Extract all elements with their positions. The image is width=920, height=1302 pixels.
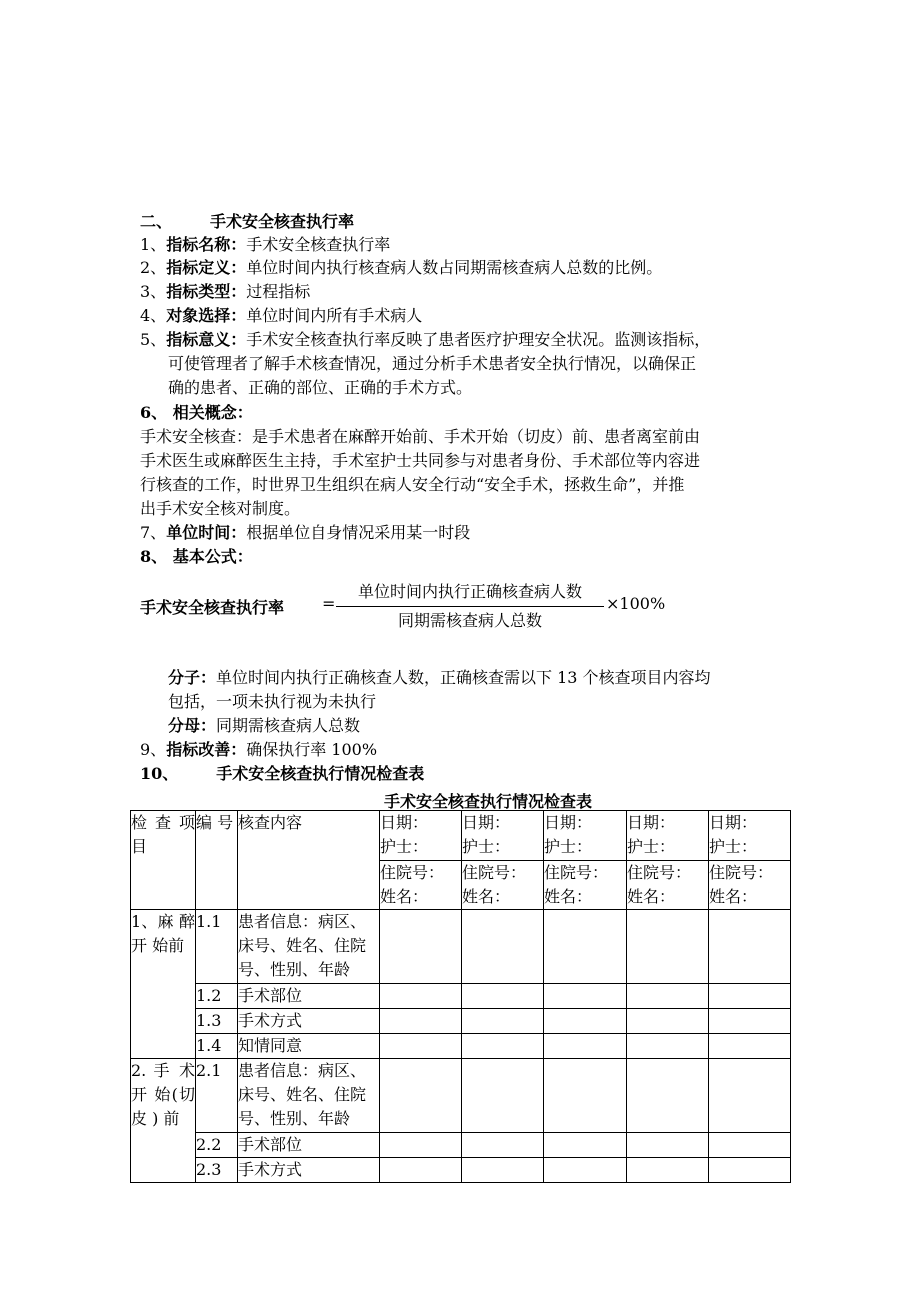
header-nurse: 护士： bbox=[709, 837, 758, 856]
check-cell[interactable] bbox=[627, 1158, 709, 1183]
check-cell[interactable] bbox=[544, 910, 627, 984]
header-item: 检 查 项目 bbox=[131, 811, 196, 910]
header-date-nurse-cell bbox=[544, 811, 627, 861]
item-4-label: 对象选择： bbox=[166, 306, 247, 325]
check-cell[interactable] bbox=[462, 1009, 544, 1034]
row-num: 1.1 bbox=[196, 910, 238, 984]
header-name: 姓名： bbox=[544, 887, 593, 906]
header-date: 日期： bbox=[627, 813, 676, 832]
header-nurse: 护士： bbox=[627, 837, 676, 856]
check-cell[interactable] bbox=[709, 984, 791, 1009]
check-cell[interactable] bbox=[544, 1133, 627, 1158]
header-nurse: 护士： bbox=[380, 837, 429, 856]
header-name: 姓名： bbox=[627, 887, 676, 906]
denominator-explanation bbox=[168, 714, 360, 737]
check-cell[interactable] bbox=[709, 1059, 791, 1133]
check-cell[interactable] bbox=[380, 1059, 462, 1133]
check-cell[interactable] bbox=[627, 1009, 709, 1034]
check-cell[interactable] bbox=[462, 1133, 544, 1158]
header-date-nurse-cell bbox=[462, 811, 544, 861]
item-3-label: 指标类型： bbox=[166, 282, 247, 301]
row-num: 2.3 bbox=[196, 1158, 238, 1183]
section-heading bbox=[140, 210, 354, 233]
formula-times: ×100% bbox=[606, 594, 666, 613]
table-title: 手术安全核查执行情况检查表 bbox=[384, 792, 593, 811]
row-content: 知情同意 bbox=[238, 1034, 380, 1059]
check-cell[interactable] bbox=[462, 1158, 544, 1183]
row-num: 1.4 bbox=[196, 1034, 238, 1059]
check-cell[interactable] bbox=[709, 1158, 791, 1183]
check-cell[interactable] bbox=[627, 984, 709, 1009]
check-table bbox=[130, 810, 791, 1183]
item-1-num: 1、 bbox=[140, 235, 167, 254]
header-nurse: 护士： bbox=[544, 837, 593, 856]
table-row bbox=[131, 1009, 791, 1034]
header-num: 编 号 bbox=[196, 811, 238, 910]
header-admission-name-cell bbox=[627, 861, 709, 910]
item-2 bbox=[140, 256, 662, 279]
item-5-line-1: 手术安全核查执行率反映了患者医疗护理安全状况。监测该指标， bbox=[246, 330, 711, 349]
numerator-explanation bbox=[168, 666, 711, 689]
check-cell[interactable] bbox=[544, 1158, 627, 1183]
item-10-title: 手术安全核查执行情况检查表 bbox=[216, 764, 425, 783]
header-admission-name-cell bbox=[462, 861, 544, 910]
check-cell[interactable] bbox=[462, 1059, 544, 1133]
check-cell[interactable] bbox=[709, 910, 791, 984]
header-date-nurse-cell bbox=[627, 811, 709, 861]
item-5-label: 指标意义： bbox=[166, 330, 247, 349]
header-name: 姓名： bbox=[709, 887, 758, 906]
header-name: 姓名： bbox=[380, 887, 429, 906]
check-cell[interactable] bbox=[380, 1009, 462, 1034]
item-2-text: 单位时间内执行核查病人数占同期需核查病人总数的比例。 bbox=[246, 258, 663, 277]
check-cell[interactable] bbox=[544, 1009, 627, 1034]
row-num: 1.2 bbox=[196, 984, 238, 1009]
item-3-num: 3、 bbox=[140, 282, 167, 301]
item-4-num: 4、 bbox=[140, 306, 167, 325]
item-1-label: 指标名称： bbox=[166, 235, 247, 254]
item-6-line-4: 出手术安全核对制度。 bbox=[140, 499, 301, 518]
item-10-num: 10、 bbox=[140, 764, 179, 783]
table-row bbox=[131, 1034, 791, 1059]
item-5-line-3: 确的患者、正确的部位、正确的手术方式。 bbox=[168, 378, 473, 397]
row-num: 1.3 bbox=[196, 1009, 238, 1034]
row-num: 2.2 bbox=[196, 1133, 238, 1158]
check-cell[interactable] bbox=[462, 1034, 544, 1059]
check-cell[interactable] bbox=[709, 1133, 791, 1158]
item-4 bbox=[140, 304, 422, 327]
formula-equals: = bbox=[322, 594, 336, 613]
item-7 bbox=[140, 521, 470, 544]
row-content: 手术部位 bbox=[238, 1133, 380, 1158]
check-cell[interactable] bbox=[544, 984, 627, 1009]
denominator-text: 同期需核查病人总数 bbox=[216, 716, 361, 735]
group-1-item: 1、麻 醉 开 始前 bbox=[131, 910, 196, 1059]
formula-fraction bbox=[336, 580, 604, 633]
check-cell[interactable] bbox=[380, 984, 462, 1009]
table-row bbox=[131, 910, 791, 984]
row-content: 患者信息：病区、床号、姓名、住院号、性别、年龄 bbox=[238, 1059, 380, 1133]
row-content: 手术方式 bbox=[238, 1009, 380, 1034]
item-2-num: 2、 bbox=[140, 258, 167, 277]
item-9-num: 9、 bbox=[140, 740, 167, 759]
header-admission-name-cell bbox=[709, 861, 791, 910]
row-content: 手术部位 bbox=[238, 984, 380, 1009]
check-cell[interactable] bbox=[627, 1034, 709, 1059]
item-4-text: 单位时间内所有手术病人 bbox=[246, 306, 423, 325]
row-content: 手术方式 bbox=[238, 1158, 380, 1183]
item-1 bbox=[140, 233, 390, 256]
header-date: 日期： bbox=[544, 813, 593, 832]
check-cell[interactable] bbox=[380, 1034, 462, 1059]
check-cell[interactable] bbox=[462, 910, 544, 984]
item-8-num: 8、 bbox=[140, 547, 168, 566]
header-date: 日期： bbox=[380, 813, 429, 832]
check-cell[interactable] bbox=[380, 910, 462, 984]
formula-numerator: 单位时间内执行正确核查病人数 bbox=[357, 582, 582, 601]
header-date-nurse-cell bbox=[380, 811, 462, 861]
item-6-line-2: 手术医生或麻醉医生主持，手术室护士共同参与对患者身份、手术部位等内容进 bbox=[140, 451, 701, 470]
header-admission: 住院号： bbox=[544, 863, 609, 882]
row-num: 2.1 bbox=[196, 1059, 238, 1133]
item-9-label: 指标改善： bbox=[166, 740, 247, 759]
item-5 bbox=[140, 328, 710, 351]
table-row bbox=[131, 1133, 791, 1158]
check-cell[interactable] bbox=[627, 1059, 709, 1133]
fraction-bar bbox=[336, 606, 604, 607]
item-5-num: 5、 bbox=[140, 330, 167, 349]
check-cell[interactable] bbox=[709, 1034, 791, 1059]
header-nurse: 护士： bbox=[462, 837, 511, 856]
numerator-label: 分子： bbox=[168, 668, 217, 687]
section-title: 手术安全核查执行率 bbox=[210, 212, 355, 231]
item-9-text: 确保执行率 100% bbox=[246, 740, 378, 759]
formula-denominator: 同期需核查病人总数 bbox=[397, 611, 542, 630]
header-date-nurse-cell bbox=[709, 811, 791, 861]
denominator-label: 分母： bbox=[168, 716, 217, 735]
section-number: 二、 bbox=[140, 212, 173, 231]
header-date: 日期： bbox=[462, 813, 511, 832]
item-7-text: 根据单位自身情况采用某一时段 bbox=[246, 523, 471, 542]
item-3 bbox=[140, 280, 310, 303]
item-5-line-2: 可使管理者了解手术核查情况，通过分析手术患者安全执行情况，以确保正 bbox=[168, 354, 697, 373]
item-6-line-1: 手术安全核查：是手术患者在麻醉开始前、手术开始（切皮）前、患者离室前由 bbox=[140, 427, 701, 446]
numerator-line-2: 包括，一项未执行视为未执行 bbox=[168, 692, 377, 711]
table-row bbox=[131, 1059, 791, 1133]
item-7-num: 7、 bbox=[140, 523, 167, 542]
numerator-line-1: 单位时间内执行正确核查人数，正确核查需以下 13 个核查项目内容均 bbox=[216, 668, 711, 687]
table-row bbox=[131, 984, 791, 1009]
check-cell[interactable] bbox=[544, 1034, 627, 1059]
header-admission-name-cell bbox=[380, 861, 462, 910]
item-7-label: 单位时间： bbox=[166, 523, 247, 542]
item-8-label: 基本公式： bbox=[172, 547, 253, 566]
item-6-num: 6、 bbox=[140, 403, 168, 422]
check-cell[interactable] bbox=[380, 1158, 462, 1183]
header-admission: 住院号： bbox=[709, 863, 774, 882]
formula-label: 手术安全核查执行率 bbox=[140, 598, 285, 617]
formula bbox=[140, 580, 740, 636]
item-6 bbox=[140, 401, 253, 424]
check-cell[interactable] bbox=[709, 1009, 791, 1034]
item-6-label: 相关概念： bbox=[172, 403, 253, 422]
header-admission: 住院号： bbox=[380, 863, 445, 882]
header-admission-name-cell bbox=[544, 861, 627, 910]
header-admission: 住院号： bbox=[627, 863, 692, 882]
item-6-line-3: 行核查的工作，时世界卫生组织在病人安全行动“安全手术，拯救生命”，并推 bbox=[140, 475, 685, 494]
row-content: 患者信息：病区、床号、姓名、住院号、性别、年龄 bbox=[238, 910, 380, 984]
check-cell[interactable] bbox=[627, 1133, 709, 1158]
group-2-item: 2. 手 术 开 始(切 皮 ) 前 bbox=[131, 1059, 196, 1183]
item-9 bbox=[140, 738, 377, 761]
item-1-text: 手术安全核查执行率 bbox=[246, 235, 391, 254]
check-cell[interactable] bbox=[462, 984, 544, 1009]
item-8 bbox=[140, 545, 253, 568]
header-name: 姓名： bbox=[462, 887, 511, 906]
header-row-1 bbox=[131, 811, 791, 861]
item-3-text: 过程指标 bbox=[246, 282, 311, 301]
header-content: 核查内容 bbox=[238, 811, 380, 910]
table-row bbox=[131, 1158, 791, 1183]
check-cell[interactable] bbox=[627, 910, 709, 984]
item-2-label: 指标定义： bbox=[166, 258, 247, 277]
item-10 bbox=[140, 762, 424, 785]
header-admission: 住院号： bbox=[462, 863, 527, 882]
header-date: 日期： bbox=[709, 813, 758, 832]
check-cell[interactable] bbox=[380, 1133, 462, 1158]
check-cell[interactable] bbox=[544, 1059, 627, 1133]
